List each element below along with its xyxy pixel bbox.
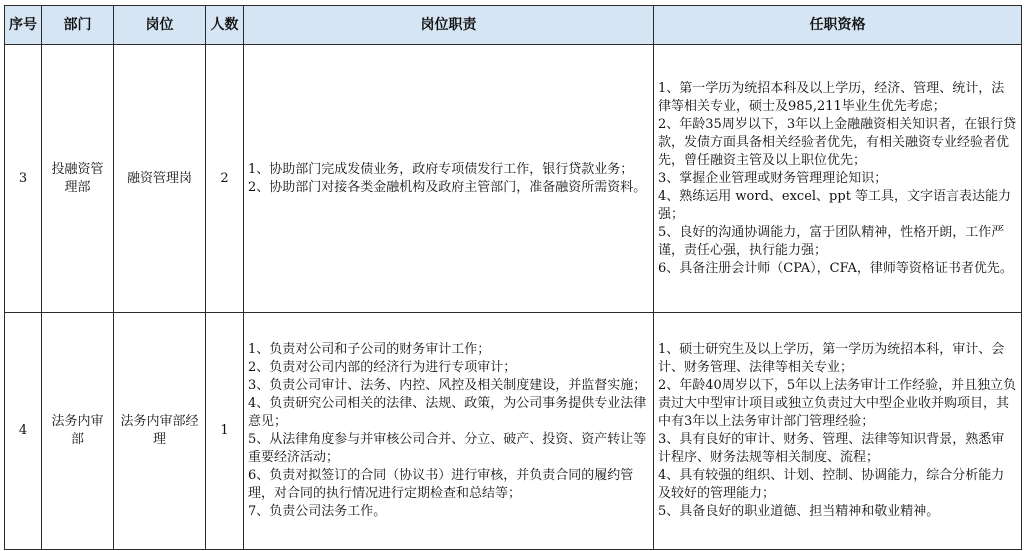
- qualification-item: 5、良好的沟通协调能力，富于团队精神，性格开朗，工作严谨，责任心强，执行能力强；: [658, 224, 1005, 258]
- row-qualifications: [654, 313, 1022, 550]
- qualification-item: 4、熟练运用 word、excel、ppt 等工具，文字语言表达能力强；: [658, 188, 1012, 222]
- header-duties: 岗位职责: [244, 6, 654, 45]
- row-qualifications: [654, 45, 1022, 313]
- row-count: 2: [206, 45, 244, 313]
- duty-item: 5、从法律角度参与并审核公司合并、分立、破产、投资、资产转让等重要经济活动；: [248, 432, 647, 465]
- duty-item: 3、负责公司审计、法务、内控、风控及相关制度建设，并监督实施；: [248, 378, 647, 393]
- qualification-item: 4、具有较强的组织、计划、控制、协调能力，综合分析能力及较好的管理能力；: [658, 468, 1005, 501]
- row-position: 法务内审部经理: [114, 313, 206, 550]
- qualification-item: 3、具有良好的审计、财务、管理、法律等知识背景，熟悉审计程序、财务法规等相关制度、流程；: [658, 432, 1005, 465]
- qualification-item: 5、具备良好的职业道德、担当精神和敬业精神。: [658, 504, 940, 519]
- row-position: 融资管理岗: [114, 45, 206, 313]
- job-table: [4, 5, 1022, 550]
- header-count: 人数: [206, 6, 244, 45]
- row-dept: 法务内审部: [42, 313, 114, 550]
- duty-item: 7、负责公司法务工作。: [248, 504, 387, 519]
- row-duties: [244, 313, 654, 550]
- duty-item: 4、负责研究公司相关的法律、法规、政策，为公司事务提供专业法律意见；: [248, 396, 647, 429]
- qualification-item: 1、第一学历为统招本科及以上学历，经济、管理、统计，法律等相关专业，硕士及985,211毕业生优先考虑；: [658, 80, 1005, 114]
- row-duties: [244, 45, 654, 313]
- header-position: 岗位: [114, 6, 206, 45]
- header-row: [5, 6, 1022, 45]
- table-row: [5, 45, 1022, 313]
- duty-item: 2、协助部门对接各类金融机构及政府主管部门，准备融资所需资料。: [248, 179, 647, 195]
- duty-item: 1、协助部门完成发债业务，政府专项债发行工作，银行贷款业务；: [248, 161, 634, 177]
- duty-item: 1、负责对公司和子公司的财务审计工作；: [248, 342, 491, 357]
- row-count: 1: [206, 313, 244, 550]
- header-qualifications: 任职资格: [654, 6, 1022, 45]
- duty-item: 2、负责对公司内部的经济行为进行专项审计；: [248, 360, 517, 375]
- qualification-item: 2、年龄40周岁以下，5年以上法务审计工作经验，并且独立负责过大中型审计项目或独立负责过大中型企业收并购项目，其中有3年以上法务审计部门管理经验；: [658, 378, 1017, 429]
- qualification-item: 3、掌握企业管理或财务管理理论知识；: [658, 170, 888, 186]
- qualification-item: 2、年龄35周岁以下，3年以上金融融资相关知识者，在银行贷款，发债方面具备相关经验者优先，有相关融资专业经验者优先，曾任融资主管及以上职位优先；: [658, 116, 1017, 168]
- duty-item: 6、负责对拟签订的合同（协议书）进行审核，并负责合同的履约管理，对合同的执行情况进行定期检查和总结等；: [248, 468, 634, 501]
- qualification-item: 6、具备注册会计师（CPA），CFA，律师等资格证书者优先。: [658, 260, 1013, 276]
- row-no: 4: [5, 313, 42, 550]
- row-dept: 投融资管理部: [42, 45, 114, 313]
- row-no: 3: [5, 45, 42, 313]
- qualification-item: 1、硕士研究生及以上学历，第一学历为统招本科，审计、会计、财务管理、法律等相关专业；: [658, 342, 1005, 375]
- header-no: 序号: [5, 6, 42, 45]
- header-dept: 部门: [42, 6, 114, 45]
- table-row: [5, 313, 1022, 550]
